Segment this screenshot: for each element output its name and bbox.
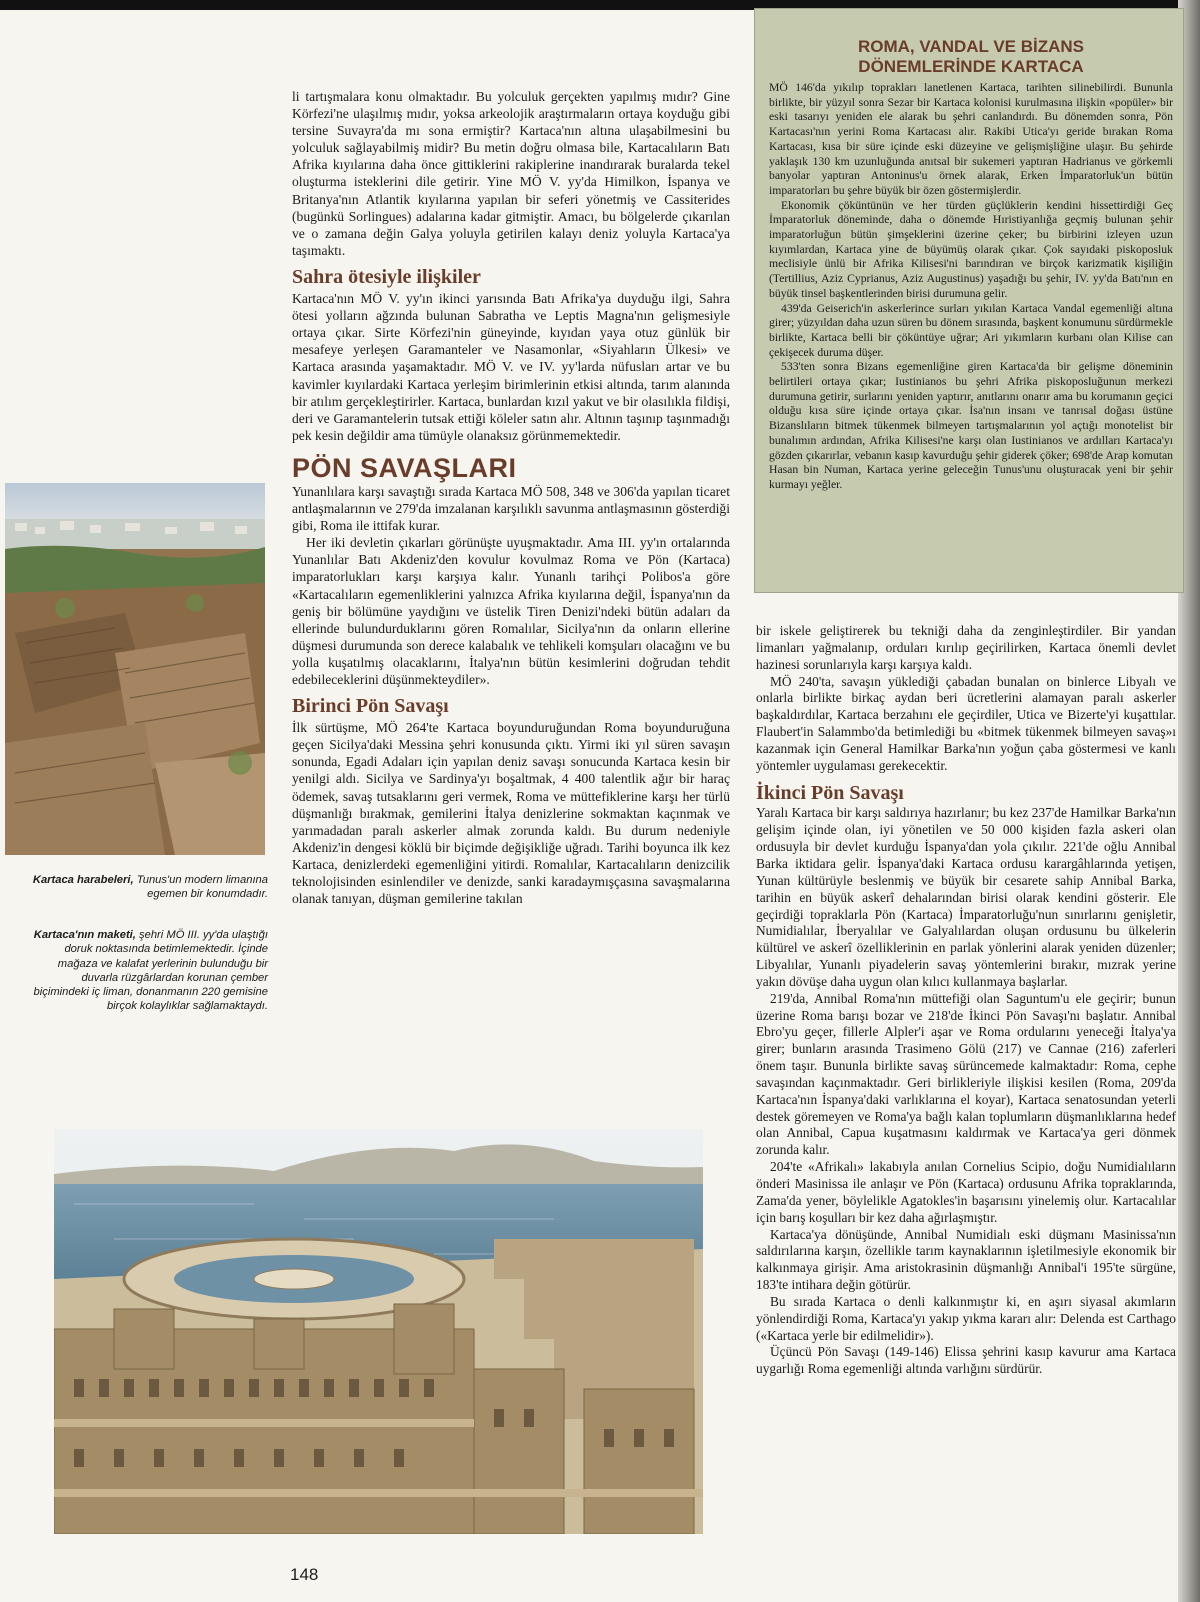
body-paragraph: Yaralı Kartaca bir karşı saldırıya hazırlanır; bu kez 237'de Hamilkar Barka'nın gelişim içinde olan, iyi yönetilen ve 50 000 kişiden fazla askeri olan ordusuyla bir devlet kurduğu İspanya'dan yola çıkılır. 221'de oğlu Annibal Barka iktidara gelir. İspanya'daki Kartaca ordusu karargâhlarında yetişen, Yunan kültürüyle beslenmiş ve büyük bir cesarete sahip Annibal Barka, tarihin en büyük askerî dehalarından birisi olarak kendini gösterir. Ele geçirdiği topraklarla Pön (Kartaca) İmparatorluğu'nun sınırlarını genişletir, Numidialılar, İberyalılar ve Galyalılardan oluşan ordusunu bu ülkelerin kültürel ve askerî özelliklerinin en parlak yönlerini alarak yeniden düzenler; Libyalılar, Yunanlı piyadelerin savaş yöntemlerini bırakır, mızrak yerine yakın dövüşe daha uygun olan kılıcı kullanmaya başlarlar. [756,805,1176,989]
sidebar-paragraph: Ekonomik çöküntünün ve her türden güçlüklerin kendini hissettirdiği Geç İmparatorluk döneminde, daha o dönemde Hıristiyanlığa geçmiş bulunan şehir imparatorluğun bütün şimşeklerini üzerine çeker; bu birbirini izleyen uzun kıyımlardan, Kartaca yine de büyümüş olarak çıkar. Çok sayıdaki piskoposluk meclisiyle ünlü bir Afrika Kilisesi'ni barındıran ve birçok karizmatik kişiliğin (Tertillius, Aziz Cyprianus, Aziz Augustinus) yaşadığı bu şehir, IV. yy'da Batı'nın en büyük tinsel başkentlerinden birisi durumuna gelir. [769,198,1173,300]
body-paragraph: Her iki devletin çıkarları görünüşte uyuşmaktadır. Ama III. yy'ın ortalarında Yunanlılar Batı Akdeniz'den kovulur kovulmaz Roma ve Pön (Kartaca) imparatorlukları karşı karşıya kalır. Yunanlı tarihçi Polibos'a göre «Kartacalıların egemenliklerini yalnızca Afrika kıyılarına değil, İspanya'nın da geniş bir bölümüne yaydığını ve üstelik Tiren Denizi'ndeki bütün adaları da ellerinde bulundurduklarını gören Romalılar, Sicilya'nın da onların ellerine düşmesi durumunda son derece kalabalık ve tehlikeli komşuları olacağını ve bu yolla kuşatılmış olacaklarını, İtalya'nın bütün kesimlerini doğrudan tehdit edebileceklerini düşünmekteydiler». [292,535,730,687]
ruins-photo [5,483,265,855]
body-paragraph: Kartaca'nın MÖ V. yy'ın ikinci yarısında Batı Afrika'ya duyduğu ilgi, Sahra ötesi yolların ağzında bulunan Sabratha ve Leptis Magna'nın gelişmesiyle ortaya çıkar. Sirte Körfezi'nin güneyinde, kıyıdan yaya otuz günlük bir mesafeye yerleşen Garamanteler ve Nasamonlar, «Siyahların Ülkesi» ve Kartaca arasında yaşamaktadır. MÖ V. ve IV. yy'larda nüfusları artar ve bu kavimler kıyılardaki Kartaca yerleşim birimlerinin etkisi altında, tarım alanında bir atılım gerçekleştirirler. Kartaca, bunlardan kızıl yakut ve bir olasılıkla fildişi, deri ve Garamantelerin tutsak ettiği köleler satın alır. Altının taşınıp taşınmadığı pek kesin değildir ama tümüyle olanaksız görünmemektedir. [292,291,730,443]
caption-model: Kartaca'nın maketi, şehri MÖ III. yy'da ulaştığı doruk noktasında betimlemektedir. İçinde mağaza ve kalafat yerlerinin bulunduğu bir duvarla rüzgârlardan korunan çember biçimindeki iç liman, donanmanın 220 gemisine birçok kolaylıklar sağlamaktaydı. [33,929,268,1013]
middle-column [292,88,730,907]
page-number: 148 [290,1565,319,1584]
section-heading-sahra: Sahra ötesiyle ilişkiler [292,265,481,288]
body-paragraph: Bu sırada Kartaca o denli kalkınmıştır ki, en aşırı siyasal akımların yönlendirdiği Roma, Kartaca'yı yakıp yıkma kararı alır: Delenda est Carthago («Kartaca yerle bir edilmelidir»). [756,1293,1176,1343]
caption-ruins: Kartaca harabeleri, Tunus'un modern limanına egemen bir konumdadır. [32,874,268,901]
section-heading-birinci: Birinci Pön Savaşı [292,695,449,718]
section-heading-ikinci: İkinci Pön Savaşı [756,781,904,804]
body-paragraph: li tartışmalara konu olmaktadır. Bu yolculuk gerçekten yapılmış mıdır? Gine Körfezi'ne ulaşılmış mıdır, yoksa arkeolojik araştırmaların ortaya koyduğu gibi tersine Suvayra'da mı sona ermiştir? Kartaca'nın altına ulaşabilmesini bu yolculuk sağlayabilmiş midir? Bu metin doğru olmasa bile, Kartacalıların Batı Afrika kıyılarına daha önce gittiklerini rakiplerine inandırarak buralarda tekel oluşturma isteklerini dile getirir. Yine MÖ V. yy'da Himilkon, İspanya ve Britanya'nın Atlantik kıyılarına yapılan bir seferi yönetmiş ve Cassiterides (bugünkü Sorlingues) adalarına kadar gitmiştir. Amacı, bu bölgelerde çıkarılan ve o zamana değin Galya yoluyla getirilen kalayı deniz yoluyla Kartaca'ya taşımaktı. [292,89,730,258]
sidebar-paragraph: 439'da Geiserich'in askerlerince surları yıkılan Kartaca Vandal egemenliği altına girer; yüzyıldan daha uzun süren bu dönem sırasında, başkent konumunu sürdürmekle birlikte, Kartaca belli bir çöküntüye uğrar; Ari yıkımların kurbanı olan Kilise can çekişecek duruma düşer. [769,301,1173,359]
sidebar-paragraph: MÖ 146'da yıkılıp toprakları lanetlenen Kartaca, tarihten silinebilirdi. Bununla birlikte, bir yüzyıl sonra Sezar bir Kartaca kolonisi kurulmasına ilişkin «popüler» bir eski tasarıyı yeniden ele alarak bu şehri canlandırdı. Bu dönemden sonra, Pön Kartacası'nın yerini Roma Kartacası alır. Rakibi Utica'yı geride bırakan Roma Kartacası, kısa bir süre içinde eski düzeyine ve gelişmişliğine ulaşır. Bu şehirde yaklaşık 130 km uzunluğunda anıtsal bir sukemeri yaptıran Hadrianus ve görkemli banyolar yaptıran Antoninus'u örnek alarak, Erken İmparatorluk'un bütün imparatorları bu şehre büyük bir özen göstermişlerdir. [769,81,1173,197]
sidebar-box [754,8,1184,593]
chapter-heading-pon: PÖN SAVAŞLARI [292,452,517,483]
body-paragraph: İlk sürtüşme, MÖ 264'te Kartaca boyunduruğundan Roma boyunduruğuna geçen Sicilya'daki Messina şehri konusunda çıktı. Yirmi iki yıl süren savaşın sonunda, Egadi Adaları için yapılan deniz savaşı sonucunda Kartaca kesin bir yenilgi aldı. Sicilya ve Sardinya'yı boşaltmak, 4 400 talentlik ağır bir haraç ödemek, savaş tutsaklarını geri vermek, Roma ve müttefiklerine karşı her türlü düşmanlığı bırakmak, gemilerini İtalya denizlerine sokmaktan kaçınmak ve yarımadadan paralı askerler almak zorunda kaldı. Bu durum nedeniyle Akdeniz'in dengesi köklü bir biçimde değişikliğe uğradı. Tarihi boyunca ilk kez Kartaca, denizlerdeki egemenliğini yitirdi. Romalılar, Kartacalıların denizcilik teknolojisinden esinlendiler ve denizde, sanki karadaymışçasına savaşmalarına olanak tanıyan, düşman gemilerine takılan [292,720,730,907]
body-paragraph: 219'da, Annibal Roma'nın müttefiği olan Saguntum'u ele geçirir; bunun üzerine Roma barışı bozar ve 218'de İkinci Pön Savaşı'nı başlatır. Annibal Ebro'yu geçer, fillerle Alpler'i aşar ve Roma ordularını yeneceği İtalya'ya girer; bunların arasında Trasimeno Gölü (217) ve Cannae (216) zaferleri önem taşır. Bununla birlikte savaş sürüncemede kalmaktadır: Roma, cephe savaşından kaçınmaktadır. Geri birlikleriyle ilişkisi kesilen (Roma, 209'da Kartaca'nın İspanya'daki varlıklarına el koyar), Kartaca senatosundan yeterli destek göremeyen ve Roma'ya bağlı kalan toplumların düşmanlıklarına hedef olan Annibal, Capua kuşatmasını kaldırmak ve Kartaca'ya geri dönmek zorunda kalır. [756,990,1176,1158]
sidebar-title: ROMA, VANDAL VE BİZANS DÖNEMLERİNDE KARTACA [857,37,1085,76]
body-paragraph: MÖ 240'ta, savaşın yüklediği çabadan bunalan on binlerce Libyalı ve onlarla birlikte birkaç aydan beri ücretlerini alamayan paralı askerler başkaldırdılar, Kartaca berzahını ele geçirdiler, Utica ve Bizerte'yi kuşattılar. Flaubert'in Salammbo'da betimlediği bu «bitmek tükenmek bilmeyen savaş»ı kazanmak için General Hamilkar Barka'nın yoğun çaba göstermesi ve kanlı yöntemler uygulaması gerekecektir. [756,673,1176,773]
sidebar-paragraph: 533'ten sonra Bizans egemenliğine giren Kartaca'da bir gelişme döneminin belirtileri ortaya çıkar; Iustinianos bu şehri Afrika piskoposluğunun merkezi durumuna getirir, surlarını yeniden yaptırır, anıtlarını onarır ama bu korumanın geçici olduğu kısa süre içinde ortaya çıkar. İsa'nın insanı ve tanrısal doğası üstüne Bizanslıların bitmek tükenmek bilmeyen tartışmalarının yol açtığı monotelist bir bunalımın ardından, Afrika Kilisesi'ne karşı olan Iustinianos ve ardılları Kartaca'yı gözden çıkarırlar, vebanın kasıp kavurduğu şehir giderek çöker; 698'de Arap komutan Hasan bin Numan, Kartaca yerine geleceğin Tunus'unu oluşturacak yeni bir şehir kurmayı yeğler. [769,360,1173,491]
body-paragraph: 204'te «Afrikalı» lakabıyla anılan Cornelius Scipio, doğu Numidialıların önderi Masinissa ile anlaşır ve Pön (Kartaca) ordusunu Afrika topraklarında, Zama'da yener, böylelikle Agatokles'in başarısını yinelemiş olur. Kartacalılar için barış koşulları bir kez daha ağırlaşmıştır. [756,1159,1176,1225]
body-paragraph: bir iskele geliştirerek bu tekniği daha da zenginleştirdiler. Bir yandan limanları yağmalanıp, orduları kırılıp geçirilirken, Kartaca önemli devlet hazinesi sorunlarıyla karşı karşıya kaldı. [756,623,1176,672]
body-paragraph: Üçüncü Pön Savaşı (149-146) Elissa şehrini kasıp kavurur ama Kartaca uygarlığı Roma egemenliği altında varlığını sürdürür. [756,1344,1176,1377]
body-paragraph: Kartaca'ya dönüşünde, Annibal Numidialı eski düşmanı Masinissa'nın saldırılarına karşın, özellikle tarım kaynaklarının işletilmesiyle ekonomik bir kalkınmaya girişir. Ama aristokrasinin düşmanlığı Annibal'i 195'te sürgüne, 183'te intihara değin götürür. [756,1226,1176,1293]
right-column [756,623,1176,1378]
body-paragraph: Yunanlılara karşı savaştığı sırada Kartaca MÖ 508, 348 ve 306'da yapılan ticaret antlaşmalarının ve 279'da imzalanan karşılıklı savunma antlaşmasının gösterdiği gibi, Roma ile ittifak kurar. [292,483,730,534]
carthage-model-illustration [54,1129,703,1534]
